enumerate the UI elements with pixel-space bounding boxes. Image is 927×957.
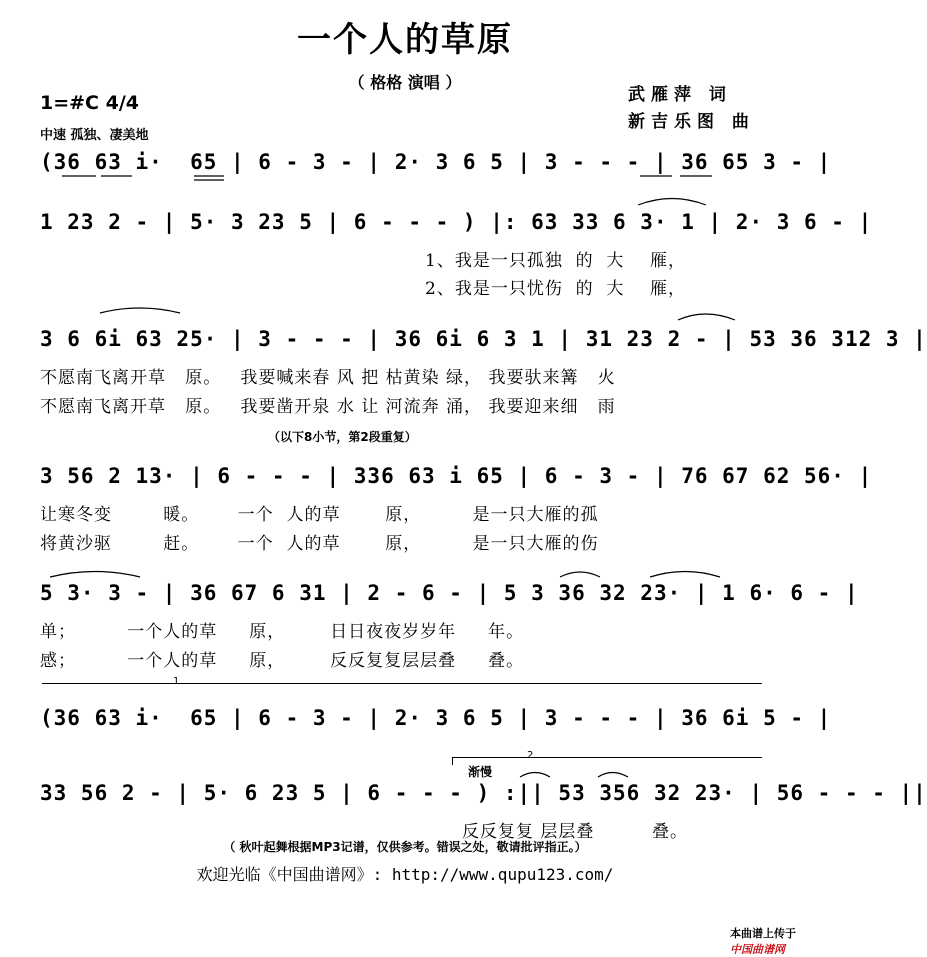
slur-mark: [638, 199, 706, 206]
notation-line-1: (36 63 i· 65 | 6 - 3 - | 2· 3 6 5 | 3 - - - | 36 65 3 - |: [40, 150, 832, 174]
lyric-line-4a: 让寒冬变 暖。 一个 人的草 原， 是一只大雁的孤: [40, 505, 599, 525]
slur-mark: [100, 308, 180, 313]
key-signature: 1=#C 4/4: [40, 92, 139, 114]
lyric-line-5b: 感； 一个人的草 原， 反反复复层层叠 叠。: [40, 651, 525, 671]
lyric-line-2b: 2、我是一只忧伤 的 大 雁，: [425, 279, 687, 299]
second-ending-number: 2: [527, 750, 534, 761]
lyric-line-5a: 单； 一个人的草 原， 日日夜夜岁岁年 年。: [40, 622, 525, 642]
lyric-line-3b: 不愿南飞离开草 原。 我要凿开泉 水 让 河流奔 涌， 我要迎来细 雨: [40, 397, 616, 417]
composer-credit: 新吉乐图 曲: [628, 112, 755, 132]
slur-mark: [650, 572, 720, 578]
first-ending-bracket: [42, 683, 762, 684]
slur-mark: [678, 314, 735, 320]
lyric-line-7: 反反复复 层层叠 叠。: [462, 822, 689, 842]
tempo-marking: 中速 孤独、凄美地: [40, 128, 149, 143]
singer-credit: （ 格格 演唱 ）: [348, 73, 462, 92]
lyric-line-4b: 将黄沙驱 赶。 一个 人的草 原， 是一只大雁的伤: [40, 534, 599, 554]
notation-line-4: 3 56 2 13· | 6 - - - | 336 63 i 65 | 6 - 3 - | 76 67 62 56· |: [40, 464, 873, 488]
repeat-note: （以下8小节，第2段重复）: [268, 430, 417, 444]
lyric-line-2a: 1、我是一只孤独 的 大 雁，: [425, 251, 687, 271]
slur-mark: [560, 572, 600, 577]
notation-line-3: 3 6 6i 63 25· | 3 - - - | 36 6i 6 3 1 | 31 23 2 - | 53 36 312 3 |: [40, 327, 927, 351]
lyric-line-3a: 不愿南飞离开草 原。 我要喊来春 风 把 枯黄染 绿， 我要驮来篝 火: [40, 368, 616, 388]
transcription-note: （ 秋叶起舞根据MP3记谱，仅供参考。错误之处，敬请批评指正。）: [223, 840, 587, 854]
notation-line-2: 1 23 2 - | 5· 3 23 5 | 6 - - - ) |: 63 33 6 3· 1 | 2· 3 6 - |: [40, 210, 873, 234]
notation-line-6: (36 63 i· 65 | 6 - 3 - | 2· 3 6 5 | 3 - - - | 36 6i 5 - |: [40, 706, 832, 730]
website-link[interactable]: 欢迎光临《中国曲谱网》: http://www.qupu123.com/: [196, 865, 614, 884]
notation-line-7: 33 56 2 - | 5· 6 23 5 | 6 - - - ) :|| 53 356 32 23· | 56 - - - ||: [40, 781, 927, 805]
second-ending-tick: [452, 757, 453, 765]
notation-line-5: 5 3· 3 - | 36 67 6 31 | 2 - 6 - | 5 3 36 32 23· | 1 6· 6 - |: [40, 581, 859, 605]
uploader-text: 本曲谱上传于: [730, 927, 796, 940]
slur-mark: [520, 773, 550, 778]
second-ending-bracket: [452, 757, 762, 758]
uploader-credit: [722, 912, 796, 957]
slur-mark: [598, 773, 628, 778]
song-title: 一个人的草原: [297, 20, 513, 60]
site-logo: 中国曲谱网: [730, 943, 785, 956]
first-ending-number: 1: [173, 676, 180, 687]
lyricist-credit: 武雁萍 词: [628, 85, 732, 105]
slur-mark: [50, 572, 140, 578]
tempo-change-marking: 渐慢: [468, 765, 493, 779]
